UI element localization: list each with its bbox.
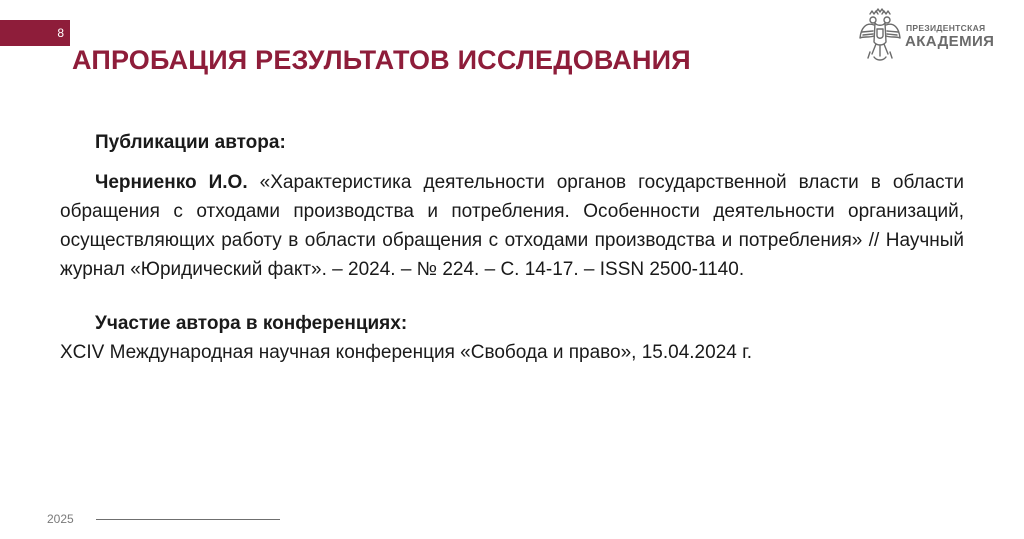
logo [858,8,998,68]
double-headed-eagle-icon [858,8,902,64]
main-content [60,128,964,367]
logo-text-big: АКАДЕМИЯ [905,33,995,50]
logo-text-small: ПРЕЗИДЕНТСКАЯ [906,23,986,33]
conference-item: XCIV Международная научная конференция «Свобода и право», 15.04.2024 г. [60,342,752,363]
slide-number-badge [0,20,70,46]
conferences-heading: Участие автора в конференциях: [95,313,408,334]
publication-text: «Характеристика деятельности органов государственной власти в области обращения с отходами производства и потребления. Особенности деятельности организаций, осуществляющих работу в области обращения с отходами производства и потребления» // Научный журнал «Юридический факт». – 2024. – № 224. – С. 14-17. – ISSN 2500-1140. [60,172,964,280]
footer-year: 2025 [47,512,74,526]
slide-number: 8 [57,26,64,40]
publications-heading: Публикации автора: [95,132,286,153]
footer-divider [96,519,280,520]
slide-title: АПРОБАЦИЯ РЕЗУЛЬТАТОВ ИССЛЕДОВАНИЯ [72,45,691,75]
publication-item [60,168,964,284]
publication-author: Черниенко И.О. [95,172,248,193]
